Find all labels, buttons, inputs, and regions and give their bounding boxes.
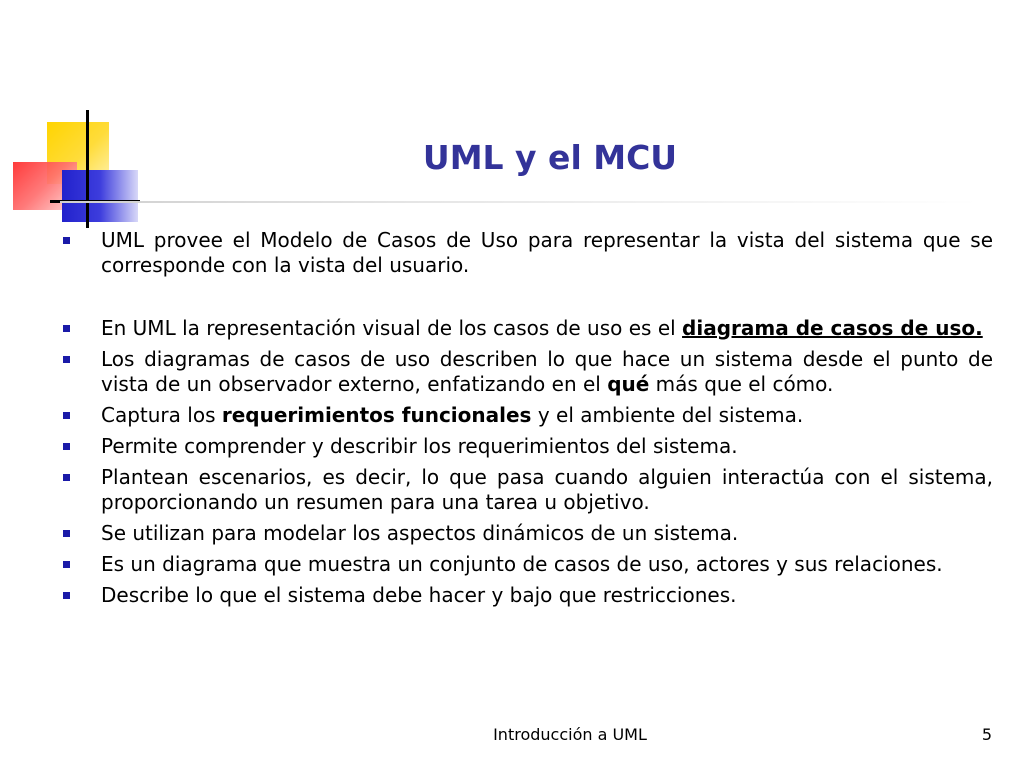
bullet-square-icon [63,474,70,481]
list-item [60,403,993,428]
bullet-square-icon [63,412,70,419]
bullet-square-icon [63,237,70,244]
list-item [60,434,993,459]
list-item-text: UML provee el Modelo de Casos de Uso para representar la vista del sistema que se corresponde con la vista del usuario. [101,228,993,277]
list-item [60,465,993,515]
list-item [60,583,993,608]
bullet-list [60,228,993,614]
list-item-text: Captura los [101,403,222,427]
decorative-squares-logo [0,100,160,230]
emphasis-term: qué [607,372,650,396]
list-item-text: Permite comprender y describir los requerimientos del sistema. [101,434,738,458]
bullet-square-icon [63,561,70,568]
page-number: 5 [981,725,992,744]
bullet-square-icon [63,443,70,450]
list-item-text: más que el cómo. [649,372,834,396]
slide-title: UML y el MCU [422,138,678,177]
list-item-text: y el ambiente del sistema. [531,403,804,427]
list-item-text: Se utilizan para modelar los aspectos dinámicos de un sistema. [101,521,739,545]
footer-label: Introducción a UML [493,725,647,744]
bullet-square-icon [63,325,70,332]
list-item [60,521,993,546]
bullet-square-icon [63,530,70,537]
vertical-rule-decoration [86,110,89,228]
bullet-square-icon [63,592,70,599]
list-item [60,228,993,278]
list-item-text: Es un diagrama que muestra un conjunto de casos de uso, actores y sus relaciones. [101,552,943,576]
list-item-text: En UML la representación visual de los casos de uso es el [101,316,683,340]
list-item-text: Describe lo que el sistema debe hacer y bajo que restricciones. [101,583,737,607]
list-item-text: Plantean escenarios, es decir, lo que pasa cuando alguien interactúa con el sistema, proporcionando un resumen para una tarea u objetivo. [101,465,993,514]
emphasis-term: requerimientos funcionales [221,403,532,427]
title-underline-rule [60,201,980,203]
list-item-text: Los diagramas de casos de uso describen lo que hace un sistema desde el punto de vista de un observador externo, enfatizando en el [101,347,993,396]
list-item [60,316,993,341]
list-item [60,552,993,577]
list-item [60,347,993,397]
blue-square-decoration [62,170,138,222]
bullet-square-icon [63,356,70,363]
emphasis-term: diagrama de casos de uso. [682,316,983,340]
